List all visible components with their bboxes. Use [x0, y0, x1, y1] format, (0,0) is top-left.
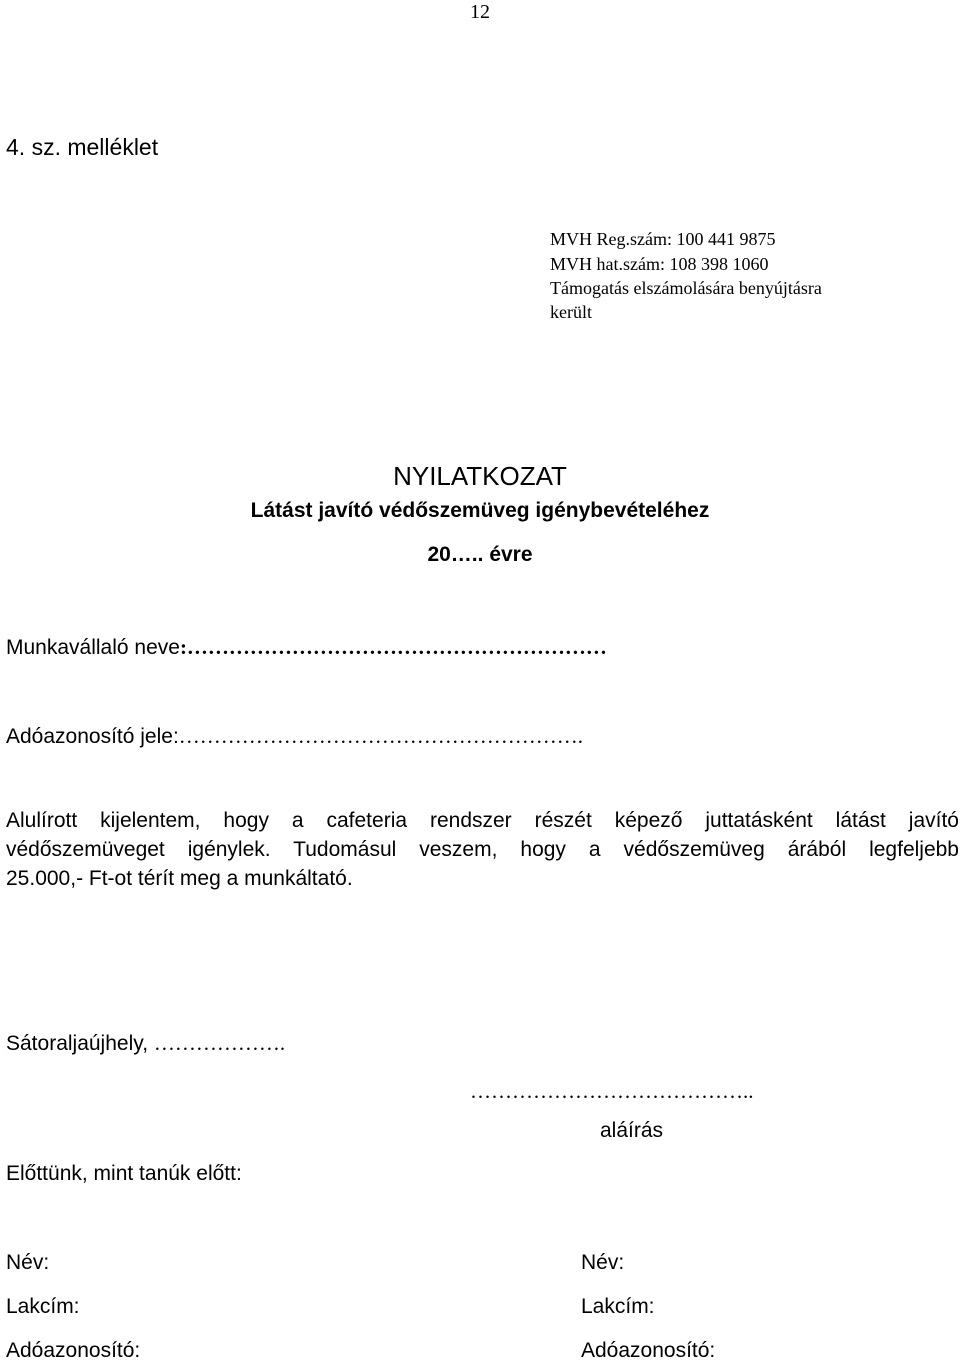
- witness-right-tax-label: Adóazonosító:: [581, 1339, 716, 1362]
- witness-left-tax-label: Adóazonosító:: [6, 1339, 141, 1362]
- employee-name-blank[interactable]: :……………………………………………………: [179, 635, 607, 659]
- witness-right-address-label: Lakcím:: [581, 1295, 655, 1318]
- signature-label: aláírás: [600, 1119, 664, 1142]
- witness-left-address-label: Lakcím:: [6, 1295, 80, 1318]
- document-subtitle: Látást javító védőszemüveg igénybevételéhez: [250, 499, 710, 522]
- annex-label: 4. sz. melléklet: [6, 134, 159, 160]
- witness-intro: Előttünk, mint tanúk előtt:: [6, 1162, 242, 1185]
- employee-name-label: Munkavállaló neve: [6, 636, 180, 659]
- page-number: 12: [470, 1, 490, 23]
- declaration-paragraph: [6, 806, 959, 893]
- place-date-field[interactable]: [6, 1030, 285, 1057]
- witness-right-name-label: Név:: [581, 1251, 625, 1274]
- date-blank[interactable]: ……………….: [153, 1031, 286, 1055]
- support-note-continued: került: [550, 302, 592, 322]
- declaration-line: védőszemüveget igénylek. Tudomásul veszem, hogy a védőszemüveg árából legfeljebb: [6, 838, 959, 861]
- registration-number: MVH Reg.szám: 100 441 9875: [550, 229, 776, 249]
- tax-id-label: Adóazonosító jele:: [6, 725, 179, 748]
- support-note: Támogatás elszámolására benyújtásra: [550, 278, 822, 298]
- employee-name-field[interactable]: [6, 634, 607, 661]
- place-label: Sátoraljaújhely,: [6, 1032, 154, 1055]
- witness-left-name-label: Név:: [6, 1251, 50, 1274]
- tax-id-blank[interactable]: ………………………………………………….: [178, 724, 584, 748]
- year-line: 20….. évre: [427, 543, 533, 566]
- document-title: NYILATKOZAT: [393, 461, 567, 491]
- tax-id-field[interactable]: [6, 723, 583, 750]
- decision-number: MVH hat.szám: 108 398 1060: [550, 254, 769, 274]
- signature-line[interactable]: …………………………………..: [470, 1079, 754, 1103]
- declaration-line: 25.000,- Ft-ot térít meg a munkáltató.: [6, 867, 353, 890]
- declaration-line: Alulírott kijelentem, hogy a cafeteria rendszer részét képező juttatásként látást javító: [6, 809, 959, 832]
